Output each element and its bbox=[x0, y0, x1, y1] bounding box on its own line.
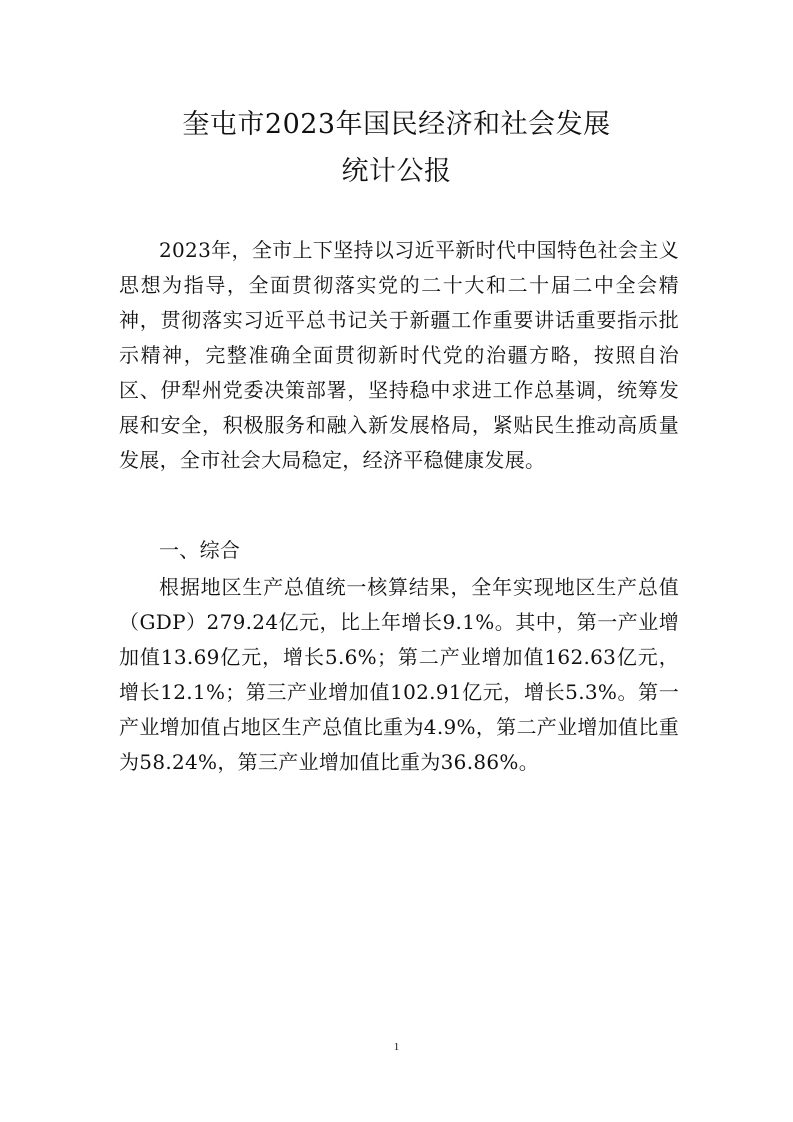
intro-paragraph: 2023年，全市上下坚持以习近平新时代中国特色社会主义思想为指导，全面贯彻落实党的二十大和二十届二中全会精神，贯彻落实习近平总书记关于新疆工作重要讲话重要指示批示精神，完整准确全面贯彻新时代党的治疆方略，按照自治区、伊犁州党委决策部署，坚持稳中求进工作总基调，统筹发展和安全，积极服务和融入新发展格局，紧贴民生推动高质量发展，全市社会大局稳定，经济平稳健康发展。 bbox=[119, 238, 679, 472]
section-heading-comprehensive: 一、综合 bbox=[159, 538, 241, 562]
document-title-line2: 统计公报 bbox=[341, 156, 452, 187]
document-title-line1: 奎屯市2023年国民经济和社会发展 bbox=[182, 109, 611, 140]
page-number: 1 bbox=[393, 1041, 400, 1053]
section-paragraph-gdp: 根据地区生产总值统一核算结果，全年实现地区生产总值（GDP）279.24亿元，比上年增长9.1%。其中，第一产业增加值13.69亿元，增长5.6%；第二产业增加值162.63亿元，增长12.1%；第三产业增加值102.91亿元，增长5.3%。第一产业增加值占地区生产总值比重为4.9%，第二产业增加值比重为58.24%，第三产业增加值比重为36.86%。 bbox=[119, 575, 679, 774]
